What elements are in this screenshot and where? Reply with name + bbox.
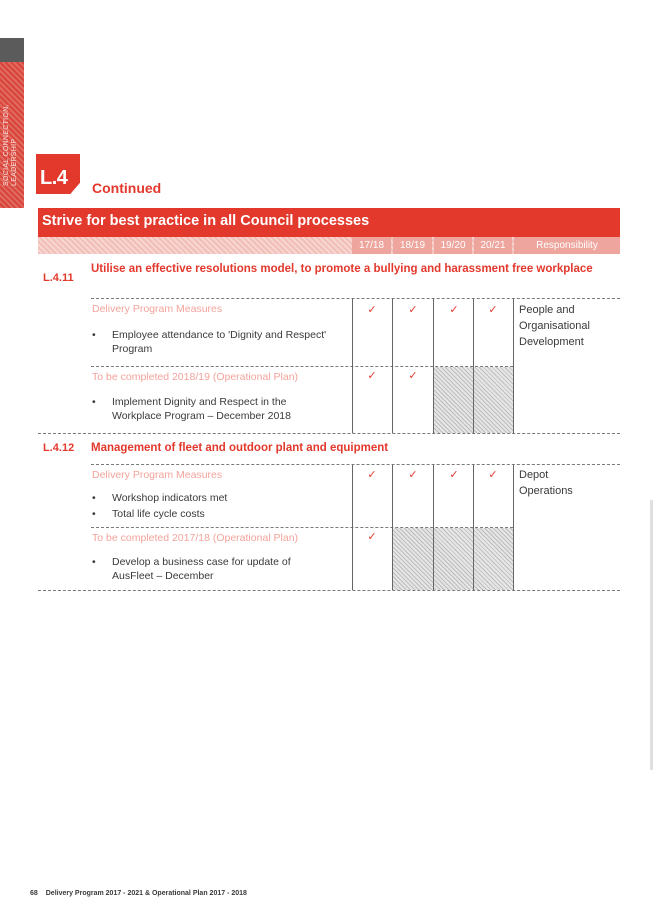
footer-text: Delivery Program 2017 - 2021 & Operational Plan 2017 - 2018 [45,890,247,897]
bullet-icon: • [92,396,96,408]
header-col-2021: 20/21 [474,237,512,254]
measures-label: Delivery Program Measures [92,303,223,315]
column-line [352,299,353,433]
column-line [392,299,393,433]
tick-icon: ✓ [408,370,418,382]
tick-icon: ✓ [488,304,498,316]
item-title: Utilise an effective resolutions model, to promote a bullying and harassment free workplace [91,263,593,275]
measure-text: Total life cycle costs [112,508,205,520]
item-title: Management of fleet and outdoor plant and equipment [91,442,389,454]
column-line [473,299,474,433]
divider [91,298,620,299]
column-line [392,465,393,590]
header-col-responsibility: Responsibility [514,237,620,254]
tick-icon: ✓ [367,304,377,316]
operational-plan-label: To be completed 2018/19 (Operational Plan) [92,371,299,383]
column-line [433,465,434,590]
bullet-icon: • [92,492,96,504]
operational-plan-text: Develop a business case for update of AusFleet – December [112,556,291,582]
tick-icon: ✓ [367,469,377,481]
tick-icon: ✓ [488,469,498,481]
tick-icon: ✓ [449,304,459,316]
continued-label: Continued [92,180,162,196]
unscheduled-shade [393,528,513,590]
measure-text: Employee attendance to 'Dignity and Respect' Program [112,329,327,355]
tick-icon: ✓ [367,370,377,382]
measures-label: Delivery Program Measures [92,469,223,481]
side-tab-label: SOCIAL CONNECTION, LEADERSHIP [3,104,18,186]
divider [38,590,620,591]
bullet-icon: • [92,508,96,520]
divider [38,433,620,434]
bullet-icon: • [92,556,96,568]
column-line [433,299,434,433]
section-badge-label: L.4 [40,167,68,189]
header-col-1819: 18/19 [393,237,432,254]
operational-plan-label: To be completed 2017/18 (Operational Plan) [92,532,299,544]
measure-text: Workshop indicators met [112,492,228,504]
column-line [513,299,514,433]
operational-plan-text: Implement Dignity and Respect in the Workplace Program – December 2018 [112,396,291,422]
page-footer [30,890,247,897]
tick-icon: ✓ [408,304,418,316]
header-col-1920: 19/20 [434,237,472,254]
tick-icon: ✓ [449,469,459,481]
item-code: L.4.11 [43,272,74,284]
column-line [473,465,474,590]
responsibility: Depot Operations [519,469,573,497]
side-tab-top [0,38,24,62]
page-number: 68 [30,890,38,897]
section-banner-title: Strive for best practice in all Council processes [42,213,370,229]
bullet-icon: • [92,329,96,341]
responsibility: People and Organisational Development [519,304,590,348]
divider [91,464,620,465]
tick-icon: ✓ [408,469,418,481]
column-line [513,465,514,590]
tick-icon: ✓ [367,531,377,543]
header-col-1718: 17/18 [352,237,391,254]
item-code: L.4.12 [43,442,75,454]
column-line [352,465,353,590]
